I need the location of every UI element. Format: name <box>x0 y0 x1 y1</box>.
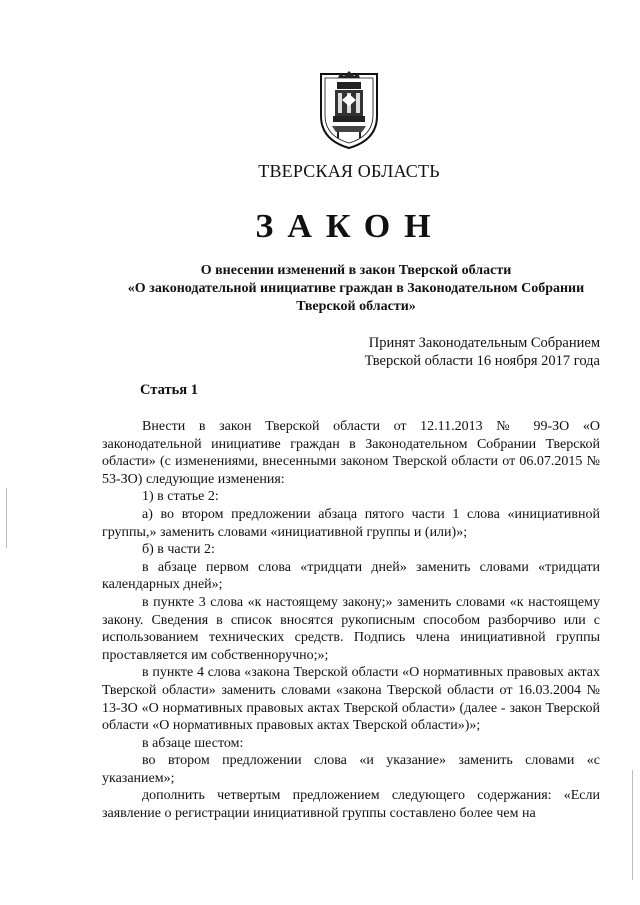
adoption-line: Принят Законодательным Собранием <box>368 335 600 351</box>
article-heading: Статья 1 <box>140 382 198 398</box>
article-paragraph: в абзаце шестом: <box>142 735 244 751</box>
adoption-note <box>365 334 600 370</box>
article-body <box>102 418 600 823</box>
coat-of-arms-emblem <box>318 70 380 150</box>
law-title-line: Тверской области» <box>296 299 416 314</box>
article-paragraph: 1) в статье 2: <box>142 489 219 505</box>
article-paragraph: во втором предложении слова «и указание» заменить словами «с указанием»; <box>102 753 600 786</box>
article-paragraph: а) во втором предложении абзаца пятого части 1 слова «инициативной группы,» заменить словами «инициативной группы и (или)»; <box>102 506 600 540</box>
document-type: ЗАКОН <box>255 208 445 245</box>
law-title <box>96 262 616 316</box>
article-paragraph: в пункте 4 слова «закона Тверской области «О нормативных правовых актах Тверской области» заменить словами «закона Тверской области от 16.03.2004 № 13-ЗО «О нормативных правовых актах Тверской области» (далее - закон Тверской области «О нормативных правовых актах Тверской области»)»; <box>102 665 600 734</box>
law-title-line: «О законодательной инициативе граждан в Законодательном Собрании <box>127 281 585 296</box>
law-title-line: О внесении изменений в закон Тверской области <box>200 263 512 278</box>
article-paragraph: в абзаце первом слова «тридцати дней» заменить словами «тридцати календарных дней»; <box>102 559 600 593</box>
scan-margin-mark <box>632 770 633 880</box>
article-paragraph: б) в части 2: <box>142 542 215 558</box>
article-paragraph: Внести в закон Тверской области от 12.11.2013 № 99-ЗО «О законодательной инициативе граждан в Законодательном Собрании Тверской области» (с изменениями, внесенными законом Тверской области от 06.07.2015 № 53-ЗО) следующие изменения: <box>102 419 600 487</box>
scan-margin-mark <box>6 488 7 548</box>
article-paragraph: дополнить четвертым предложением следующего содержания: «Если заявление о регистрации инициативной группы составлено более чем на <box>102 788 600 822</box>
adoption-line: Тверской области 16 ноября 2017 года <box>364 353 600 369</box>
article-paragraph: в пункте 3 слова «к настоящему закону;» заменить словами «к настоящему закону. Сведения в список вносятся рукописным способом разборчиво или с использованием технических средств. Подпись члена инициативной группы проставляется им собственноручно;»; <box>102 594 600 663</box>
region-name: ТВЕРСКАЯ ОБЛАСТЬ <box>258 161 440 181</box>
